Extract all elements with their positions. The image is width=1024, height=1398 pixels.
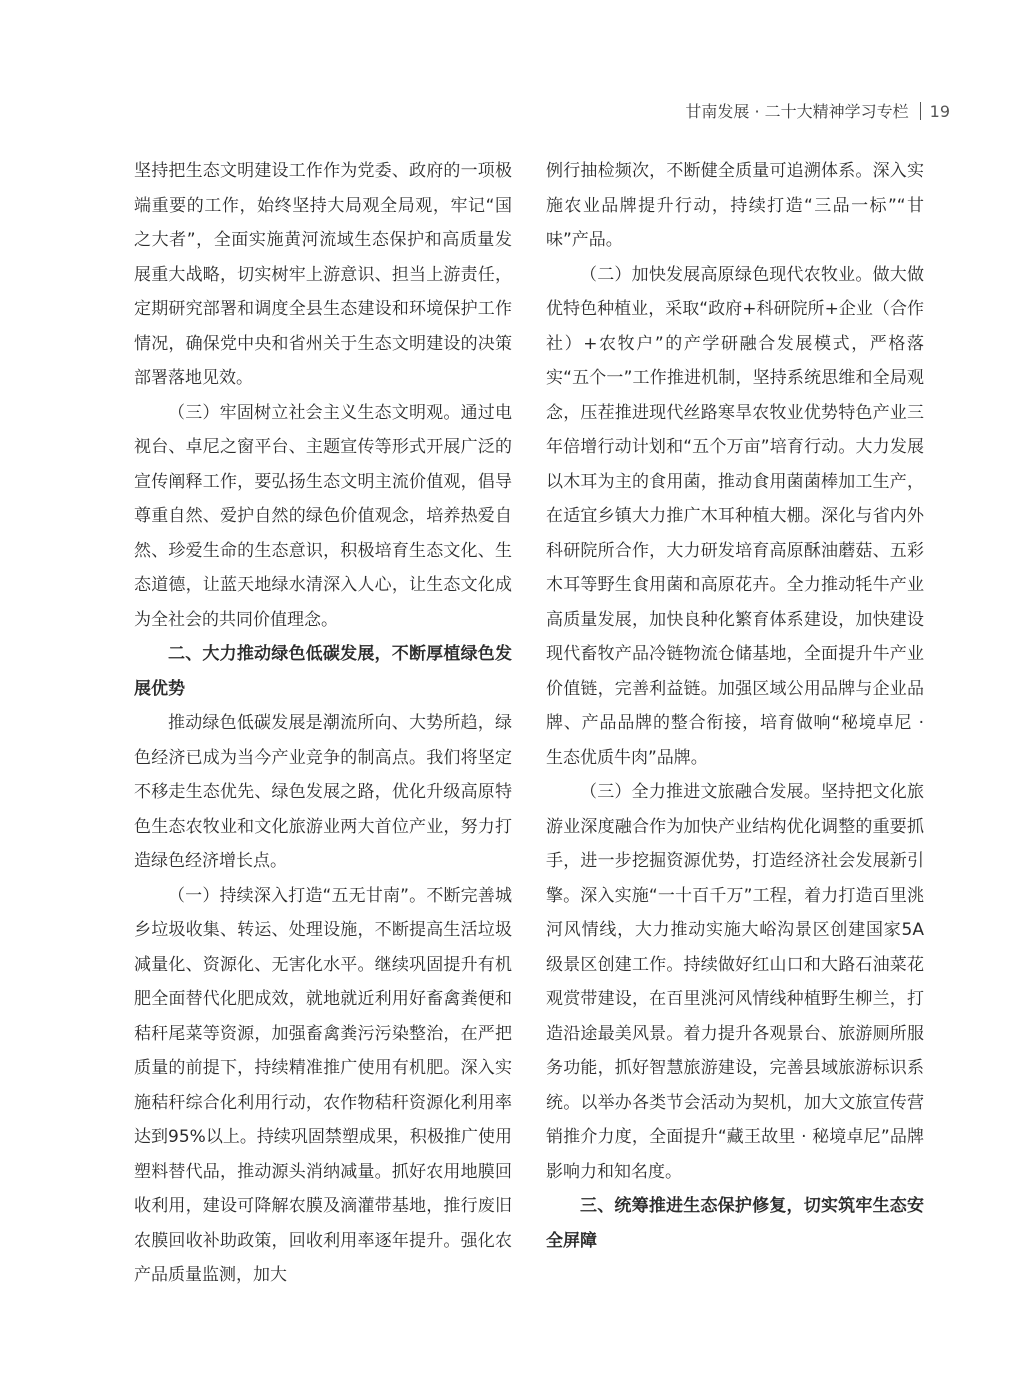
left-column [134, 154, 512, 1293]
header-divider [920, 102, 921, 120]
section-heading-2: 二、大力推动绿色低碳发展，不断厚植绿色发展优势 [134, 644, 512, 699]
header-title: 甘南发展 · 二十大精神学习专栏 [685, 102, 909, 121]
right-paragraph-3: （三）全力推进文旅融合发展。坚持把文化旅游业深度融合作为加快产业结构优化调整的重要抓手，进一步挖掘资源优势，打造经济社会发展新引擎。深入实施“一十百千万”工程，着力打造百里洮河风情线，大力推动实施大峪沟景区创建国家5A级景区创建工作。持续做好红山口和大路石油菜花观赏带建设，在百里洮河风情线种植野生柳兰，打造沿途最美风景。着力提升各观景台、旅游厕所服务功能，抓好智慧旅游建设，完善县域旅游标识系统。以举办各类节会活动为契机，加大文旅宣传营销推介力度，全面提升“藏王故里 · 秘境卓尼”品牌影响力和知名度。 [546, 782, 924, 1182]
left-paragraph-4: （一）持续深入打造“五无甘南”。不断完善城乡垃圾收集、转运、处理设施，不断提高生活垃圾减量化、资源化、无害化水平。继续巩固提升有机肥全面替代化肥成效，就地就近利用好畜禽粪便和秸秆尾菜等资源，加强畜禽粪污污染整治，在严把质量的前提下，持续精准推广使用有机肥。深入实施秸秆综合化利用行动，农作物秸秆资源化利用率达到95%以上。持续巩固禁塑成果，积极推广使用塑料替代品，推动源头消纳减量。抓好农用地膜回收利用，建设可降解农膜及滴灌带基地，推行废旧农膜回收补助政策，回收利用率逐年提升。强化农产品质量监测，加大 [134, 885, 512, 1285]
right-column [546, 154, 924, 1258]
left-paragraph-2: （三）牢固树立社会主义生态文明观。通过电视台、卓尼之窗平台、主题宣传等形式开展广泛的宣传阐释工作，要弘扬生态文明主流价值观，倡导尊重自然、爱护自然的绿色价值观念，培养热爱自然、珍爱生命的生态意识，积极培育生态文化、生态道德，让蓝天地绿水清深入人心，让生态文化成为全社会的共同价值理念。 [134, 402, 512, 630]
left-paragraph-3: 推动绿色低碳发展是潮流所向、大势所趋，绿色经济已成为当今产业竞争的制高点。我们将坚定不移走生态优先、绿色发展之路，优化升级高原特色生态农牧业和文化旅游业两大首位产业，努力打造绿色经济增长点。 [134, 713, 512, 871]
section-heading-3: 三、统筹推进生态保护修复，切实筑牢生态安全屏障 [546, 1196, 924, 1251]
running-header [685, 101, 950, 123]
right-paragraph-1: 例行抽检频次，不断健全质量可追溯体系。深入实施农业品牌提升行动，持续打造“三品一标”“甘味”产品。 [546, 161, 924, 250]
right-paragraph-2: （二）加快发展高原绿色现代农牧业。做大做优特色种植业，采取“政府+科研院所+企业（合作社）+农牧户”的产学研融合发展模式，严格落实“五个一”工作推进机制，坚持系统思维和全局观念，压茬推进现代丝路寒旱农牧业优势特色产业三年倍增行动计划和“五个万亩”培育行动。大力发展以木耳为主的食用菌，推动食用菌菌棒加工生产，在适宜乡镇大力推广木耳种植大棚。深化与省内外科研院所合作，大力研发培育高原酥油蘑菇、五彩木耳等野生食用菌和高原花卉。全力推动牦牛产业高质量发展，加快良种化繁育体系建设，加快建设现代畜牧产品冷链物流仓储基地，全面提升牛产业价值链，完善利益链。加强区域公用品牌与企业品牌、产品品牌的整合衔接，培育做响“秘境卓尼 · 生态优质牛肉”品牌。 [546, 264, 924, 768]
left-paragraph-1: 坚持把生态文明建设工作作为党委、政府的一项极端重要的工作，始终坚持大局观全局观，牢记“国之大者”，全面实施黄河流域生态保护和高质量发展重大战略，切实树牢上游意识、担当上游责任，定期研究部署和调度全县生态建设和环境保护工作情况，确保党中央和省州关于生态文明建设的决策部署落地见效。 [134, 161, 512, 388]
page-number: 19 [929, 102, 950, 121]
